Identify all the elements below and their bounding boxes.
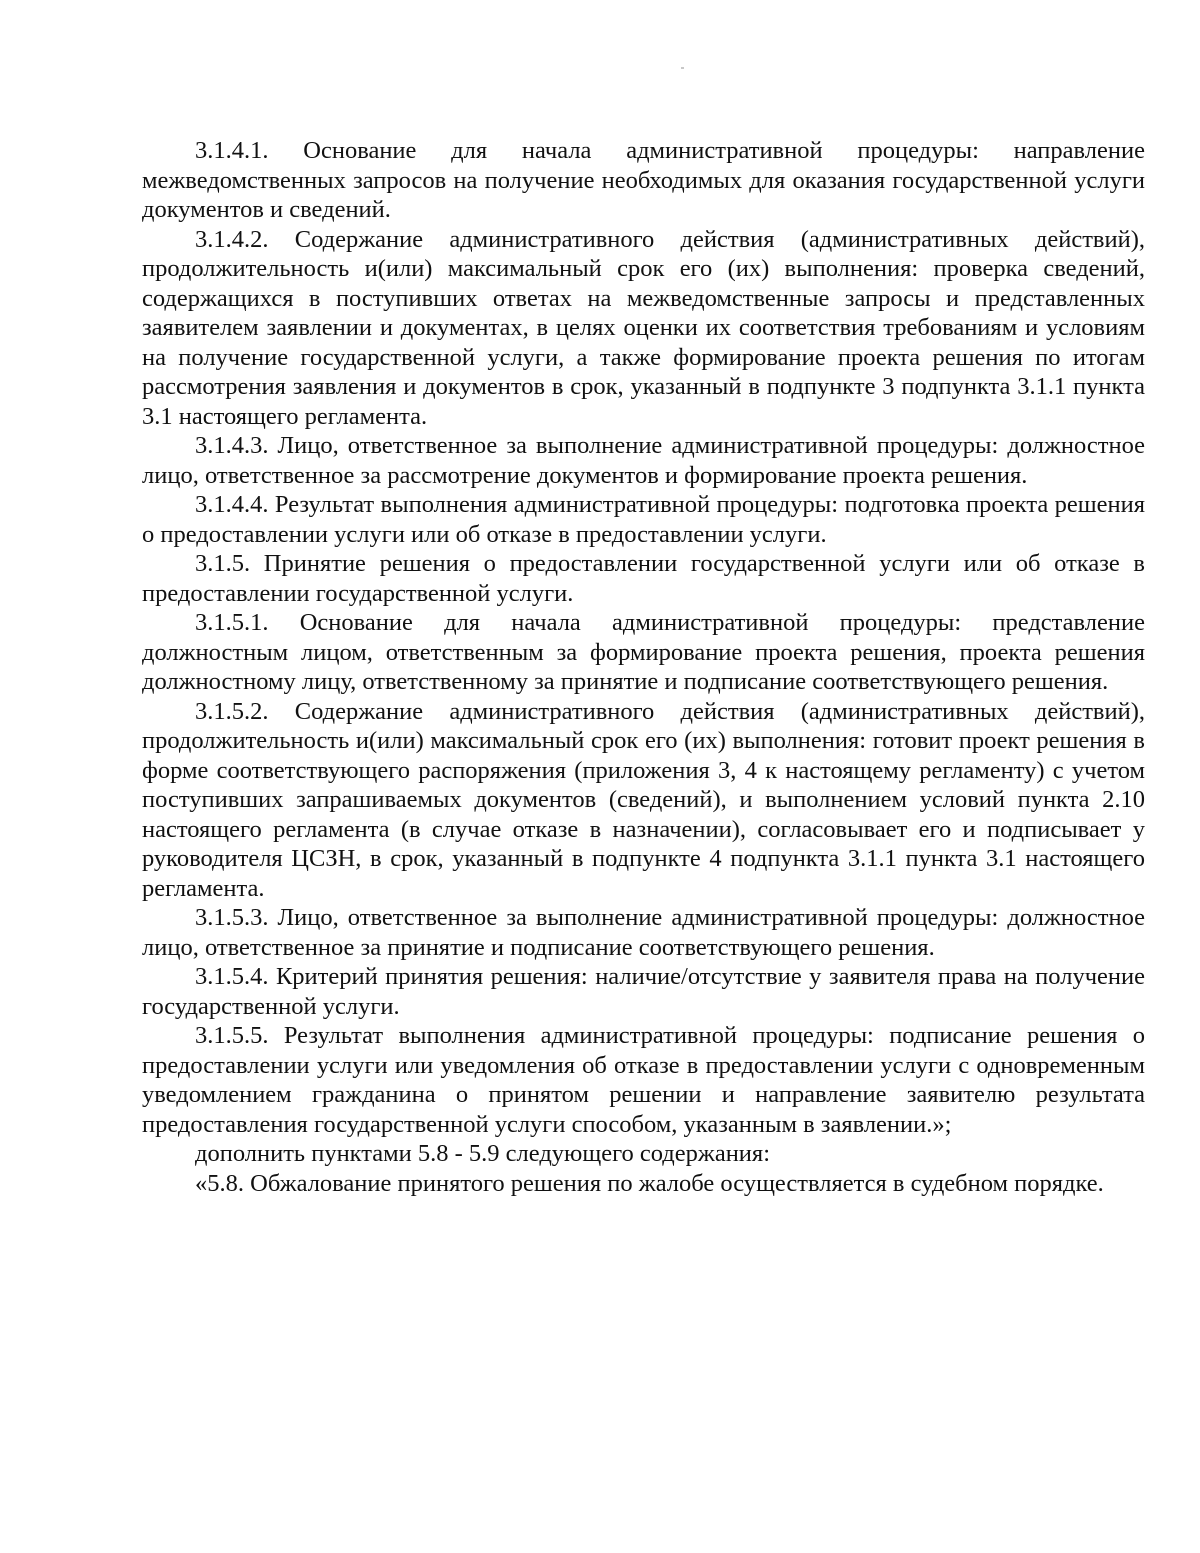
paragraph-3-1-5-2: 3.1.5.2. Содержание административного действия (административных действий), продолжительность и(или) максимальный срок его (их) выполнения: готовит проект решения в форме соответствующего распоряжения (приложения 3, 4 к настоящему регламенту) с учетом поступивших запрашиваемых документов (сведений), и выполнением условий пункта 2.10 настоящего регламента (в случае отказе в назначении), согласовывает его и подписывает у руководителя ЦСЗН, в срок, указанный в подпункте 4 подпункта 3.1.1 пункта 3.1 настоящего регламента. xyxy=(142,697,1145,902)
paragraph-amendment-intro: дополнить пунктами 5.8 - 5.9 следующего содержания: xyxy=(195,1140,770,1167)
paragraph-3-1-5-5: 3.1.5.5. Результат выполнения административной процедуры: подписание решения о предоставлении услуги или уведомления об отказе в предоставлении услуги с одновременным уведомлением гражданина о принятом решении и направление заявителю результата предоставления государственной услуги способом, указанным в заявлении.»; xyxy=(142,1022,1145,1138)
paragraph-3-1-4-3: 3.1.4.3. Лицо, ответственное за выполнение административной процедуры: должностное лицо, ответственное за рассмотрение документов и формирование проекта решения. xyxy=(142,432,1145,489)
paragraph-3-1-5-1: 3.1.5.1. Основание для начала административной процедуры: представление должностным лицом, ответственным за формирование проекта решения, проекта решения должностному лицу, ответственному за принятие и подписание соответствующего решения. xyxy=(142,609,1145,695)
paragraph-5-8: «5.8. Обжалование принятого решения по жалобе осуществляется в судебном порядке. xyxy=(195,1169,1104,1197)
paragraph-3-1-5: 3.1.5. Принятие решения о предоставлении государственной услуги или об отказе в предоставлении государственной услуги. xyxy=(142,550,1145,607)
paragraph-3-1-4-1: 3.1.4.1. Основание для начала административной процедуры: направление межведомственных запросов на получение необходимых для оказания государственной услуги документов и сведений. xyxy=(142,137,1145,223)
paragraph-3-1-4-4: 3.1.4.4. Результат выполнения административной процедуры: подготовка проекта решения о предоставлении услуги или об отказе в предоставлении услуги. xyxy=(142,491,1145,548)
scan-artifact xyxy=(681,67,684,69)
document-body xyxy=(142,136,1145,1198)
paragraph-3-1-5-3: 3.1.5.3. Лицо, ответственное за выполнение административной процедуры: должностное лицо, ответственное за принятие и подписание соответствующего решения. xyxy=(142,904,1145,961)
paragraph-3-1-4-2: 3.1.4.2. Содержание административного действия (административных действий), продолжительность и(или) максимальный срок его (их) выполнения: проверка сведений, содержащихся в поступивших ответах на межведомственные запросы и представленных заявителем заявлении и документах, в целях оценки их соответствия требованиям и условиям на получение государственной услуги, а также формирование проекта решения по итогам рассмотрения заявления и документов в срок, указанный в подпункте 3 подпункта 3.1.1 пункта 3.1 настоящего регламента. xyxy=(142,225,1145,430)
paragraph-3-1-5-4: 3.1.5.4. Критерий принятия решения: наличие/отсутствие у заявителя права на получение государственной услуги. xyxy=(142,963,1145,1020)
